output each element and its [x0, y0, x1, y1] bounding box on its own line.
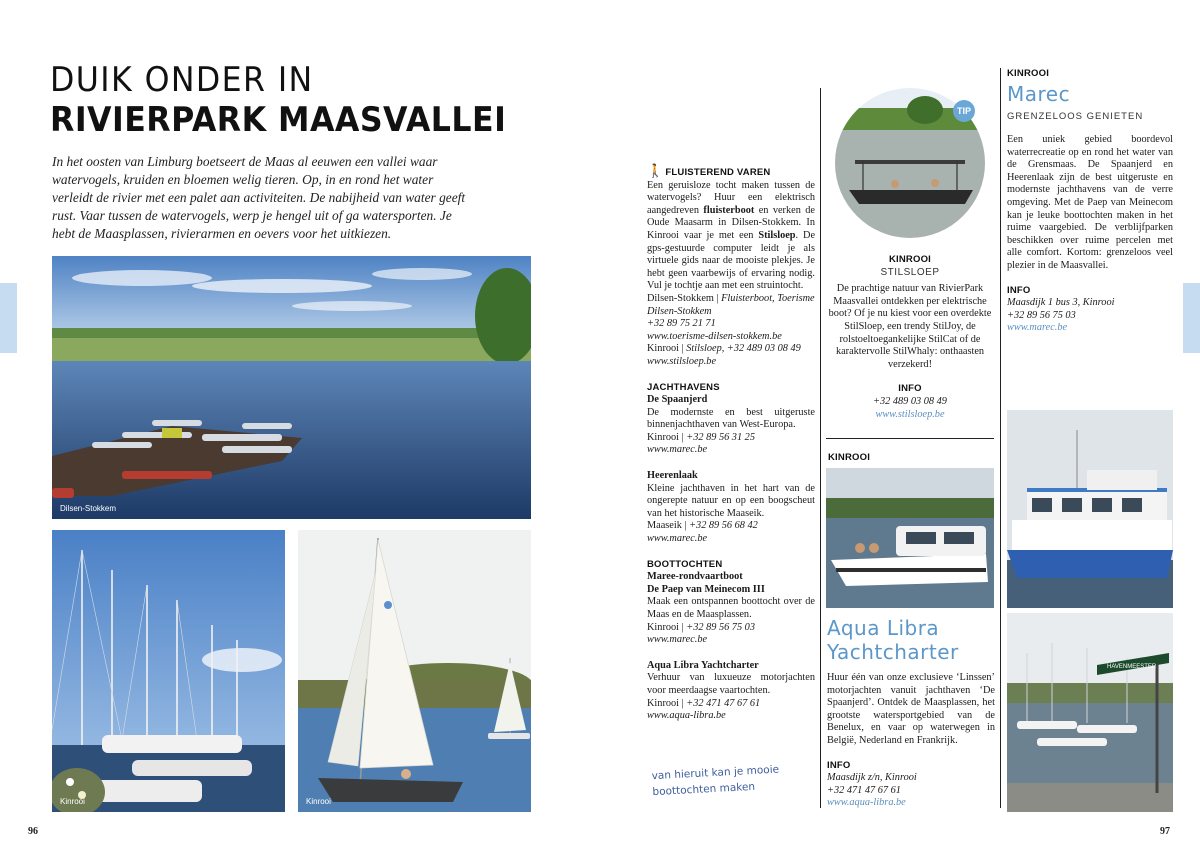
- stilsloep-info-label: INFO: [898, 383, 922, 395]
- column-divider-2: [1000, 68, 1001, 808]
- heerenlaak-name: Heerenlaak: [647, 470, 698, 482]
- marec-place: KINROOI: [1007, 68, 1050, 79]
- spaanjerd-contact-label: Kinrooi |: [647, 431, 687, 443]
- marec-address: Maasdijk 1 bus 3, Kinrooi: [1007, 297, 1115, 309]
- page-number-right: 97: [1160, 826, 1170, 837]
- fluisterend-text-b: en verken de Oude Maasarm in Dilsen-Stokkem. In Kinrooi vaar je met een: [647, 204, 815, 241]
- heerenlaak-text: Kleine jachthaven in het hart van de ongerepte natuur en op een boogscheut van het historische Maaseik.: [647, 482, 815, 519]
- stilsloep-place: KINROOI: [888, 254, 932, 265]
- aqua-small-phone: +32 471 47 67 61: [686, 697, 761, 709]
- contact-dilsen-detail: Fluisterboot, Toerisme Dilsen-Stokkem: [647, 292, 815, 317]
- marec-block: [1007, 134, 1173, 335]
- aqua-text: Huur één van onze exclusieve ‘Linssen’ motorjachten vanuit jachthaven ‘De Spaanjerd’. Ontdek de Maasplassen, het grootste watersportgebied van de Benelux, en vaar op waterwegen in België, Nederland en Frankrijk.: [827, 672, 995, 746]
- page-number-left: 96: [28, 826, 38, 837]
- marec-text: Een uniek gebied boordevol waterrecreatie op en rond het water van de Grensmaas. De Spaanjerd en Heerenlaak zijn de best uitgeruste en modernste jachthavens van de verre omgeving. Met de Paep van Meinecom kan je leuke boottochten maken in het ruime vaargebied. De verblijfparken beschikken over ruime percelen met alle comfort. Kortom: grenzeloos veel plezier in de Maasvallei.: [1007, 134, 1173, 271]
- contact-dilsen-label: Dilsen-Stokkem |: [647, 292, 722, 304]
- section-divider: [826, 438, 994, 439]
- stilsloep-term: Stilsloep: [758, 229, 796, 241]
- marec-title: Marec: [1007, 82, 1071, 106]
- aqua-title: Aqua Libra Yachtcharter: [827, 616, 959, 664]
- aqua-small-contact-label: Kinrooi |: [647, 697, 687, 709]
- walker-icon: 🚶: [647, 163, 664, 178]
- fluisterend-text-a: Een geruisloze tocht maken tussen de watervogels? Huur een elektrisch aangedreven: [647, 179, 815, 216]
- main-photo-caption: Dilsen-Stokkem: [60, 504, 117, 513]
- paep-name: De Paep van Meinecom III: [647, 583, 765, 595]
- fluisterend-text-c: . De gps-gestuurde computer leidt je als virtuele gids naar de mooiste plekjes. Je hebt geen vaarbewijs of ervaring nodig. Vul je tochtje aan met een struintocht.: [647, 229, 816, 292]
- stilsloep-phone: +32 489 03 08 49: [873, 395, 947, 407]
- aqua-phone: +32 471 47 67 61: [827, 784, 901, 796]
- aqua-small-block: [647, 660, 815, 723]
- bottom-left-photo-caption: Kinrooi: [60, 797, 85, 806]
- lake-marina-photo: [52, 256, 531, 519]
- marec-subtitle: GRENZELOOS GENIETEN: [1007, 111, 1144, 122]
- column-divider-1: [820, 88, 821, 808]
- handwritten-note: van hieruit kan je mooie boottochten maken: [651, 763, 780, 799]
- link-marec-spaanjerd[interactable]: www.marec.be: [647, 444, 708, 456]
- spaanjerd-phone: +32 89 56 31 25: [686, 431, 755, 443]
- link-stilsloep[interactable]: www.stilsloep.be: [647, 355, 717, 367]
- title-line-1: DUIK ONDER IN: [50, 60, 314, 100]
- link-stilsloep-info[interactable]: www.stilsloep.be: [875, 408, 945, 420]
- aqua-address: Maasdijk z/n, Kinrooi: [827, 772, 917, 784]
- jachthavens-heading: JACHTHAVENS: [647, 381, 720, 393]
- aqua-block: [827, 672, 995, 810]
- heerenlaak-phone: +32 89 56 68 42: [689, 520, 758, 532]
- jachthavens-block: [647, 382, 815, 458]
- contact-kinrooi-detail: Stilsloep, +32 489 03 08 49: [686, 343, 801, 355]
- aqua-place: KINROOI: [828, 452, 871, 463]
- link-marec-boottochten[interactable]: www.marec.be: [647, 634, 708, 646]
- heerenlaak-block: [647, 470, 815, 546]
- boottochten-block: [647, 559, 815, 647]
- phone-dilsen: +32 89 75 21 71: [647, 318, 716, 330]
- fluisterend-block: [647, 165, 815, 369]
- tip-badge: TIP: [953, 100, 975, 122]
- havenmeester-sign-text: HAVENMEESTER: [1107, 664, 1157, 670]
- bottom-right-photo-caption: Kinrooi: [306, 797, 331, 806]
- spaanjerd-text: De modernste en best uitgeruste binnenjachthaven van West-Europa.: [647, 406, 815, 431]
- link-marec[interactable]: www.marec.be: [1007, 322, 1068, 334]
- left-page-tab-marker: [0, 283, 17, 353]
- boottochten-phone: +32 89 56 75 03: [686, 621, 755, 633]
- stilsloep-block: [826, 254, 994, 421]
- right-page-tab-marker: [1183, 283, 1200, 353]
- title-line-2: RIVIERPARK MAASVALLEI: [50, 100, 507, 140]
- harbour-sign-photo: [1007, 613, 1173, 812]
- marec-info-label: INFO: [1007, 284, 1031, 296]
- link-aqua-libra-small[interactable]: www.aqua-libra.be: [647, 710, 726, 722]
- ferry-boat-photo: [1007, 410, 1173, 608]
- link-marec-heerenlaak[interactable]: www.marec.be: [647, 533, 708, 545]
- maree-name: Maree-rondvaartboot: [647, 571, 743, 583]
- stilsloep-text: De prachtige natuur van RivierPark Maasvallei ontdekken per elektrische boot? Of je nu kiest voor een overdekte StilSloep, een trendy StilJoy, de rolstoeltoegankelijke StilCat of de karaktervolle StilWhaly: onthaasten verzekerd!: [828, 283, 992, 370]
- boottochten-text: Maak een ontspannen boottocht over de Maas en de Maasplassen.: [647, 596, 815, 620]
- link-aqua-libra[interactable]: www.aqua-libra.be: [827, 797, 906, 809]
- intro-paragraph: In het oosten van Limburg boetseert de Maas al eeuwen een vallei waar watervogels, kruiden en bloemen welig tieren. Op, in en rond het water verleidt de rivier met een palet aan activiteiten. De nabijheid van water geeft rust. Vaar tussen de watervogels, werp je hengel uit of ga watersporten. Je hebt de Maasplassen, rivierarmen en oevers voor het uitkiezen.: [52, 154, 466, 241]
- boottochten-heading: BOOTTOCHTEN: [647, 558, 723, 570]
- link-toerisme-dilsen[interactable]: www.toerisme-dilsen-stokkem.be: [647, 330, 782, 342]
- aqua-small-name: Aqua Libra Yachtcharter: [647, 659, 759, 671]
- aqua-small-text: Verhuur van luxueuze motorjachten voor meerdaagse vaartochten.: [647, 672, 815, 696]
- stilsloep-title: STILSLOEP: [880, 266, 940, 278]
- fluisterend-heading: 🚶 FLUISTEREND VAREN: [647, 163, 771, 178]
- boottochten-contact-label: Kinrooi |: [647, 621, 687, 633]
- marina-sailboats-photo: [52, 530, 285, 812]
- aqua-info-label: INFO: [827, 759, 851, 771]
- spaanjerd-name: De Spaanjerd: [647, 394, 708, 406]
- fluisterboot-term: fluisterboot: [703, 204, 755, 216]
- marec-phone: +32 89 56 75 03: [1007, 309, 1076, 321]
- sailboat-photo: [298, 530, 531, 812]
- heerenlaak-contact-label: Maaseik |: [647, 520, 690, 532]
- info-column: [647, 165, 815, 736]
- contact-kinrooi-label: Kinrooi |: [647, 343, 687, 355]
- motor-yacht-photo: [826, 468, 994, 608]
